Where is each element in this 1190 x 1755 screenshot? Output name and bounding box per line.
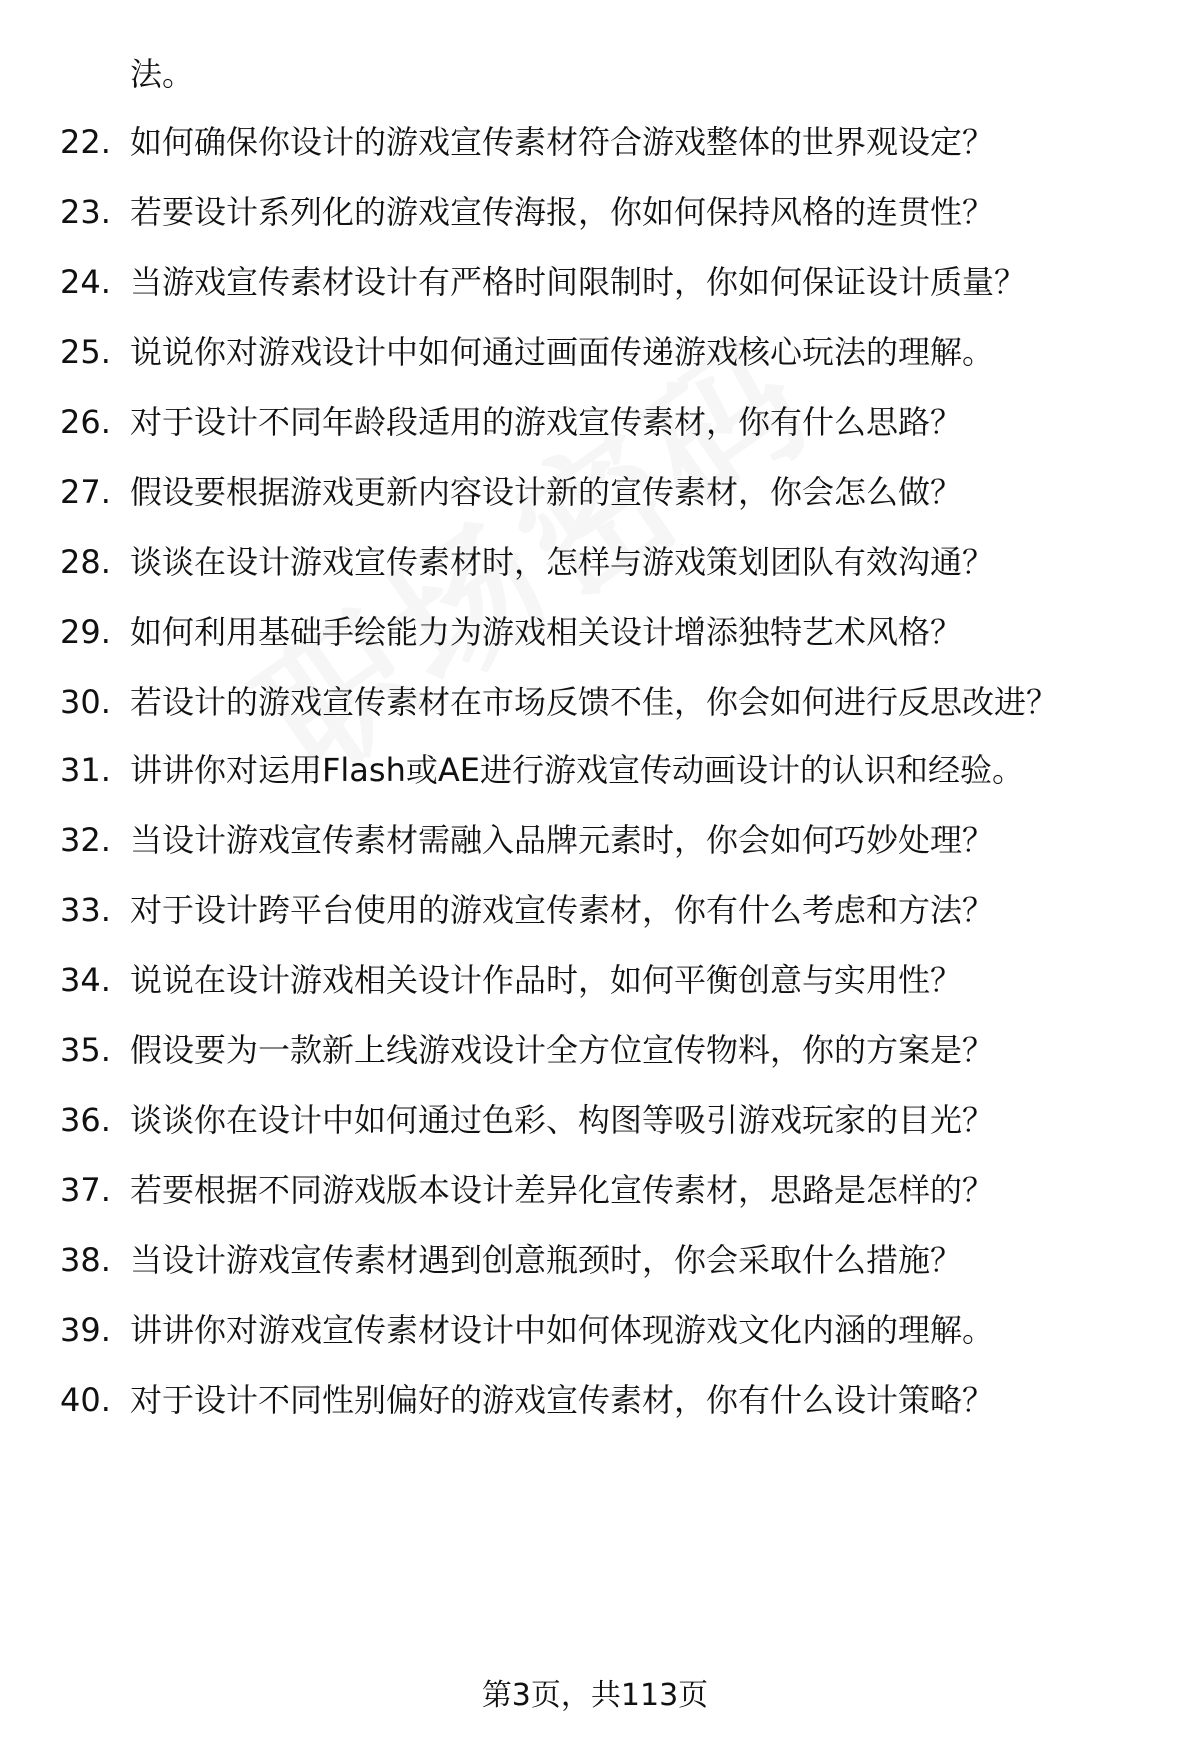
question-number: 34. bbox=[60, 961, 111, 999]
question-item bbox=[0, 680, 1190, 724]
question-number: 40. bbox=[60, 1381, 111, 1419]
question-item bbox=[0, 540, 1190, 584]
question-text: 对于设计不同性别偏好的游戏宣传素材，你有什么设计策略？ bbox=[130, 1381, 995, 1419]
question-item bbox=[0, 1028, 1190, 1072]
question-text: 说说你对游戏设计中如何通过画面传递游戏核心玩法的理解。 bbox=[130, 333, 995, 371]
question-item bbox=[0, 1098, 1190, 1142]
question-item bbox=[0, 1168, 1190, 1212]
question-text: 说说在设计游戏相关设计作品时，如何平衡创意与实用性？ bbox=[130, 961, 963, 999]
question-item bbox=[0, 190, 1190, 234]
question-text: 假设要根据游戏更新内容设计新的宣传素材，你会怎么做？ bbox=[130, 473, 963, 511]
question-item bbox=[0, 400, 1190, 444]
question-number: 33. bbox=[60, 891, 111, 929]
question-text: 若要根据不同游戏版本设计差异化宣传素材，思路是怎样的？ bbox=[130, 1171, 995, 1209]
question-number: 35. bbox=[60, 1031, 111, 1069]
question-number: 29. bbox=[60, 613, 111, 651]
question-number: 30. bbox=[60, 683, 111, 721]
question-number: 28. bbox=[60, 543, 111, 581]
question-text: 对于设计跨平台使用的游戏宣传素材，你有什么考虑和方法？ bbox=[130, 891, 995, 929]
question-number: 38. bbox=[60, 1241, 111, 1279]
question-number: 23. bbox=[60, 193, 111, 231]
question-text: 若要设计系列化的游戏宣传海报，你如何保持风格的连贯性？ bbox=[130, 193, 995, 231]
question-item bbox=[0, 1308, 1190, 1352]
question-list bbox=[0, 120, 1190, 1448]
question-item bbox=[0, 888, 1190, 932]
question-item bbox=[0, 748, 1190, 792]
question-item bbox=[0, 958, 1190, 1002]
question-text: 谈谈你在设计中如何通过色彩、构图等吸引游戏玩家的目光？ bbox=[130, 1101, 995, 1139]
question-text: 对于设计不同年龄段适用的游戏宣传素材，你有什么思路？ bbox=[130, 403, 963, 441]
question-text: 当游戏宣传素材设计有严格时间限制时，你如何保证设计质量？ bbox=[130, 263, 1027, 301]
question-number: 39. bbox=[60, 1311, 111, 1349]
question-item bbox=[0, 818, 1190, 862]
question-text: 讲讲你对游戏宣传素材设计中如何体现游戏文化内涵的理解。 bbox=[130, 1311, 995, 1349]
question-number: 37. bbox=[60, 1171, 111, 1209]
question-text: 若设计的游戏宣传素材在市场反馈不佳，你会如何进行反思改进？ bbox=[130, 683, 1059, 721]
question-item bbox=[0, 1378, 1190, 1422]
question-item bbox=[0, 610, 1190, 654]
question-item bbox=[0, 120, 1190, 164]
question-text: 如何确保你设计的游戏宣传素材符合游戏整体的世界观设定？ bbox=[130, 123, 995, 161]
question-number: 26. bbox=[60, 403, 111, 441]
question-text: 当设计游戏宣传素材需融入品牌元素时，你会如何巧妙处理？ bbox=[130, 821, 995, 859]
continuation-text: 法。 bbox=[130, 55, 195, 93]
question-text: 当设计游戏宣传素材遇到创意瓶颈时，你会采取什么措施？ bbox=[130, 1241, 963, 1279]
question-text: 讲讲你对运用Flash或AE进行游戏宣传动画设计的认识和经验。 bbox=[130, 751, 1024, 789]
question-text: 假设要为一款新上线游戏设计全方位宣传物料，你的方案是？ bbox=[130, 1031, 995, 1069]
question-text: 如何利用基础手绘能力为游戏相关设计增添独特艺术风格？ bbox=[130, 613, 963, 651]
question-item bbox=[0, 470, 1190, 514]
question-number: 25. bbox=[60, 333, 111, 371]
question-number: 32. bbox=[60, 821, 111, 859]
question-text: 谈谈在设计游戏宣传素材时，怎样与游戏策划团队有效沟通？ bbox=[130, 543, 995, 581]
question-number: 24. bbox=[60, 263, 111, 301]
question-number: 27. bbox=[60, 473, 111, 511]
question-number: 36. bbox=[60, 1101, 111, 1139]
question-item bbox=[0, 260, 1190, 304]
question-item bbox=[0, 1238, 1190, 1282]
question-number: 31. bbox=[60, 751, 111, 789]
page-footer: 第3页，共113页 bbox=[481, 1678, 709, 1713]
question-item bbox=[0, 330, 1190, 374]
question-number: 22. bbox=[60, 123, 111, 161]
